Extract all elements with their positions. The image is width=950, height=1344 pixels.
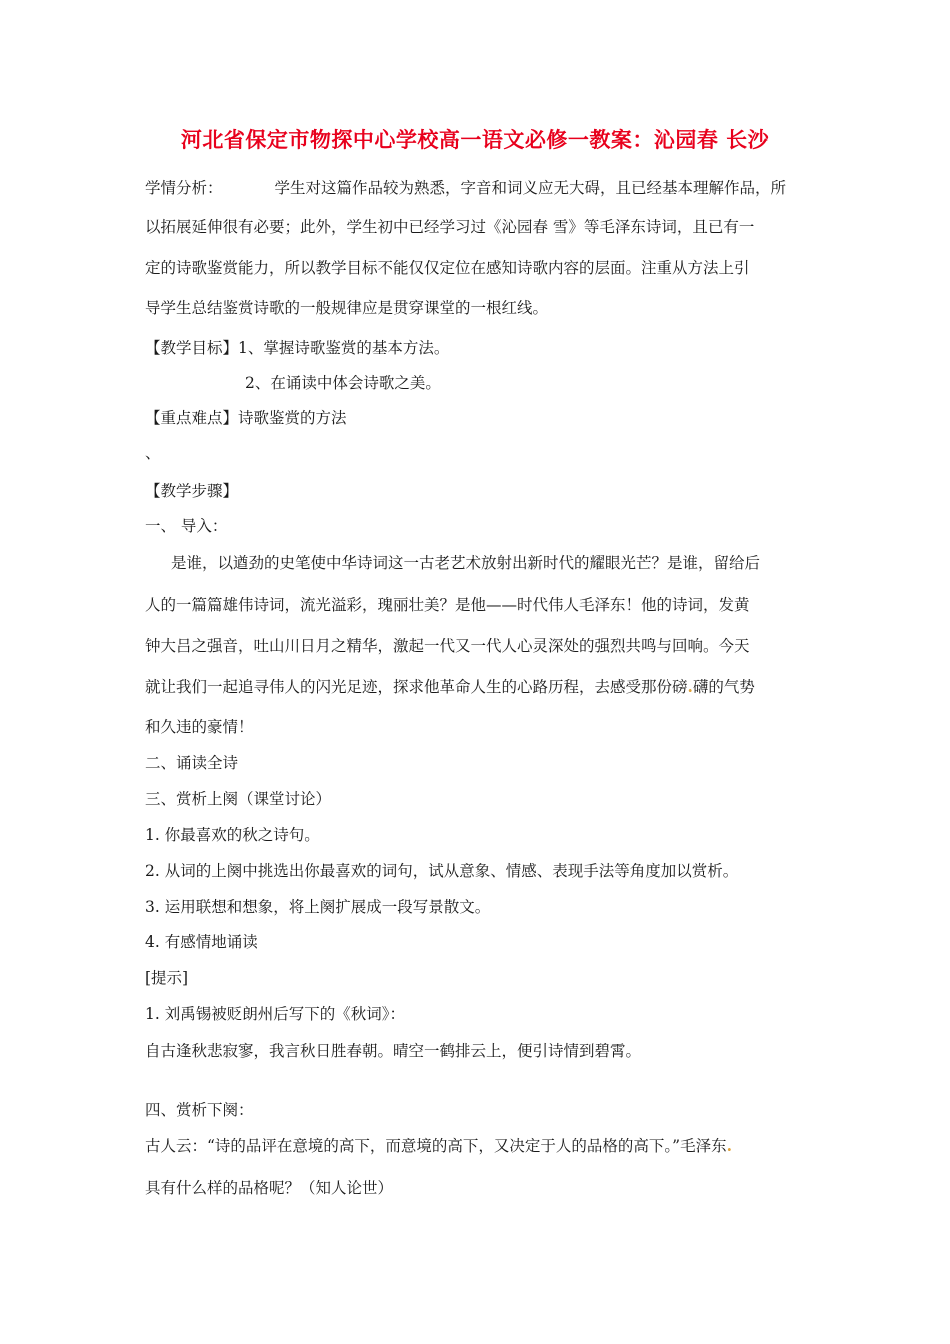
intro-line-1: 是谁，以遒劲的史笔使中华诗词这一古老艺术放射出新时代的耀眼光芒？是谁，留给后 <box>171 554 761 572</box>
quote-line-1 <box>145 1136 732 1156</box>
marker-dot: . <box>687 677 693 696</box>
intro-line-3: 钟大吕之强音，吐山川日月之精华，激起一代又一代人心灵深处的强烈共鸣与回响。今天 <box>145 637 750 655</box>
poem-line: 自古逢秋悲寂寥，我言秋日胜春朝。晴空一鹤排云上，便引诗情到碧霄。 <box>145 1042 642 1060</box>
marker-dot-2: . <box>726 1136 733 1155</box>
situation-text-1: 学生对这篇作品较为熟悉，字音和词义应无大碍，且已经基本理解作品，所 <box>274 179 787 197</box>
step-4-heading: 四、赏析下阕： <box>145 1101 254 1119</box>
intro-line-4a: 就让我们一起追寻伟人的闪光足迹，探求他革命人生的心路历程，去感受那份磅 <box>145 678 688 696</box>
question-3: 3. 运用联想和想象，将上阕扩展成一段写景散文。 <box>145 898 491 916</box>
page-title: 河北省保定市物探中心学校高一语文必修一教案：沁园春 长沙 <box>180 128 770 152</box>
situation-label: 学情分析： <box>145 179 223 197</box>
intro-line-4 <box>145 677 755 697</box>
hint-1: 1. 刘禹锡被贬朗州后写下的《秋词》： <box>145 1005 405 1023</box>
goals-line-1: 【教学目标】1、掌握诗歌鉴赏的基本方法。 <box>145 339 450 357</box>
step-2-heading: 二、诵读全诗 <box>145 754 239 772</box>
intro-line-5: 和久违的豪情！ <box>145 718 254 736</box>
situation-line-1 <box>145 178 786 198</box>
situation-line-4: 导学生总结鉴赏诗歌的一般规律应是贯穿课堂的一根红线。 <box>145 299 549 317</box>
steps-heading: 【教学步骤】 <box>145 482 239 500</box>
question-1: 1. 你最喜欢的秋之诗句。 <box>145 826 320 844</box>
quote-text: 古人云：“诗的品评在意境的高下，而意境的高下，又决定于人的品格的高下。”毛泽东 <box>145 1137 727 1155</box>
step-3-heading: 三、赏析上阕（课堂讨论） <box>145 790 332 808</box>
situation-line-2: 以拓展延伸很有必要；此外，学生初中已经学习过《沁园春 雪》等毛泽东诗词，且已有一 <box>145 218 755 236</box>
question-4: 4. 有感情地诵读 <box>145 933 258 951</box>
stray-mark: 、 <box>145 444 161 462</box>
hint-heading: [提示] <box>145 969 189 987</box>
intro-line-4b: 礴的气势 <box>692 678 755 696</box>
situation-line-3: 定的诗歌鉴赏能力，所以教学目标不能仅仅定位在感知诗歌内容的层面。注重从方法上引 <box>145 259 750 277</box>
goals-line-2: 2、在诵读中体会诗歌之美。 <box>245 374 441 392</box>
key-point: 【重点难点】诗歌鉴赏的方法 <box>145 409 347 427</box>
intro-line-2: 人的一篇篇雄伟诗词，流光溢彩，瑰丽壮美？是他——时代伟人毛泽东！他的诗词，发黄 <box>145 596 750 614</box>
question-2: 2. 从词的上阕中挑选出你最喜欢的词句，试从意象、情感、表现手法等角度加以赏析。 <box>145 862 739 880</box>
quote-line-2: 具有什么样的品格呢？（知人论世） <box>145 1179 394 1197</box>
step-1-heading: 一、 导入： <box>145 517 228 535</box>
